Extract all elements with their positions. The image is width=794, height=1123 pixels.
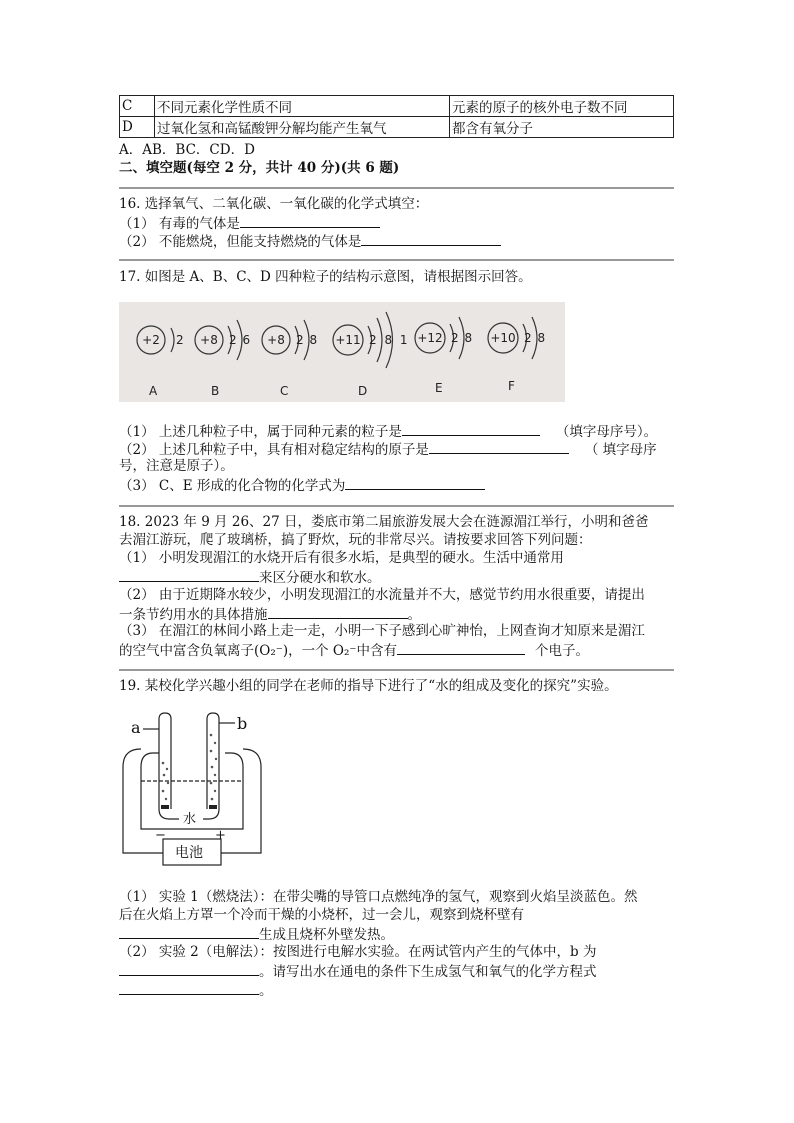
divider [119, 259, 674, 261]
q19-part1-end: 生成且烧杯外壁发热。 [259, 927, 394, 943]
q17-part3 [119, 475, 485, 495]
q19-part2-cont [119, 961, 597, 981]
section-title: 二、填空题(每空 2 分，共计 40 分)(共 6 题) [119, 160, 400, 176]
nucleus-charge: +8 [267, 333, 285, 347]
table-cell: 都含有氧分子 [450, 117, 674, 138]
table-cell: 元素的原子的核外电子数不同 [450, 96, 674, 117]
particle-label: B [211, 384, 220, 398]
divider [119, 505, 674, 507]
q18-part1-cont [119, 567, 381, 587]
choices-line: A．AB．BC．CD．D [119, 142, 255, 158]
q18-part2-cont [119, 604, 421, 624]
electron-counts: 2 8 1 [369, 333, 410, 347]
nucleus-charge: +2 [142, 333, 160, 347]
wire [221, 767, 261, 853]
wire [123, 749, 141, 767]
q18-part3: （3） 在湄江的林间小路上走一走，小明一下子感到心旷神怡，上网查询才知原来是湄江 [119, 623, 645, 639]
table-row [120, 117, 674, 138]
q19-part1-cont [119, 924, 394, 944]
electrolysis-apparatus-diagram [119, 705, 269, 870]
electron-counts: 2 8 [296, 333, 319, 347]
q17-part2 [119, 439, 657, 459]
battery-label: 电池 [175, 845, 203, 861]
table-cell: D [120, 117, 155, 138]
q18-line: 18. 2023 年 9 月 26、27 日，娄底市第二届旅游发展大会在涟源湄江举行，小明和爸爸 [119, 514, 649, 530]
q19-part2: （2） 实验 2（电解法）：按图进行电解水实验。在两试管内产生的气体中，b 为 [119, 944, 597, 960]
answer-blank[interactable] [119, 567, 259, 582]
q17-part3-text: （3） C、E 形成的化合物的化学式为 [119, 478, 346, 494]
q18-part2-end: 。 [407, 607, 421, 623]
answer-blank[interactable] [402, 421, 540, 436]
nucleus-charge: +12 [417, 331, 443, 345]
tube-label-a: a [131, 718, 141, 737]
electron-counts: 2 [176, 333, 184, 347]
q19-part2-end [119, 980, 273, 1000]
tube-label-b: b [237, 714, 248, 733]
q18-part2: （2） 由于近期降水较少，小明发现湄江的水流量并不大，感觉节约用水很重要，请提出 [119, 587, 645, 603]
electron-shell-arc [171, 328, 174, 352]
divider [119, 669, 674, 671]
wire [225, 753, 243, 767]
q18-part3-cont [119, 640, 589, 660]
answer-blank[interactable] [345, 475, 485, 490]
q16-stem: 16. 选择氧气、二氧化碳、一氧化碳的化学式填空： [119, 196, 429, 212]
q17-part1-hint: （填字母序号）。 [555, 424, 658, 440]
electrode-wire [203, 809, 219, 819]
positive-terminal: + [215, 828, 226, 843]
q16-part1 [119, 213, 380, 233]
q19-part1-cont: 后在火焰上方罩一个冷而干燥的小烧杯，过一会儿，观察到烧杯壁有 [119, 907, 524, 923]
answer-blank[interactable] [268, 604, 408, 619]
answer-blank[interactable] [429, 439, 569, 454]
wire [243, 749, 261, 767]
divider [119, 187, 674, 189]
q17-stem: 17. 如图是 A、B、C、D 四种粒子的结构示意图，请根据图示回答。 [119, 269, 532, 285]
electrolysis-svg [119, 705, 269, 870]
test-tube-a [159, 713, 171, 809]
answer-blank[interactable] [361, 231, 501, 246]
electrode [161, 805, 169, 809]
particle-label: F [508, 379, 515, 393]
q18-part2-text: 一条节约用水的具体措施 [119, 607, 268, 623]
q18-line: 去湄江游玩，爬了玻璃桥，搞了野炊，玩的非常尽兴。请按要求回答下列问题： [119, 532, 592, 548]
options-table [119, 95, 674, 138]
q16-part2 [119, 231, 501, 251]
q18-part1: （1） 小明发现湄江的水烧开后有很多水垢，是典型的硬水。生活中通常用 [119, 550, 564, 566]
particle-label: A [149, 384, 158, 398]
q19-part1: （1） 实验 1（燃烧法）：在带尖嘴的导管口点燃纯净的氢气，观察到火焰呈淡蓝色。然 [119, 889, 638, 905]
particle-label: D [358, 384, 368, 398]
answer-blank[interactable] [397, 640, 525, 655]
electron-counts: 2 8 [451, 331, 474, 345]
table-row [120, 96, 674, 117]
q17-part2-hint: （ 填字母序 [584, 442, 657, 458]
q19-part2-period: 。 [259, 983, 273, 999]
nucleus-charge: +11 [335, 333, 361, 347]
electron-counts: 2 6 [229, 333, 252, 347]
answer-blank[interactable] [119, 924, 259, 939]
negative-terminal: − [155, 828, 166, 843]
q16-part1-text: （1） 有毒的气体是 [119, 216, 240, 232]
q19-part2-text: 。请写出水在通电的条件下生成氢气和氧气的化学方程式 [259, 964, 597, 980]
particle-structure-diagram [119, 302, 565, 402]
q18-part1-end: 来区分硬水和软水。 [259, 570, 381, 586]
electrode [209, 805, 217, 809]
particle-label: E [435, 381, 443, 395]
answer-blank[interactable] [119, 961, 259, 976]
nucleus-charge: +8 [200, 333, 218, 347]
q18-part3-end: 个电子。 [535, 643, 590, 659]
q17-part2-text: （2） 上述几种粒子中，具有相对稳定结构的原子是 [119, 442, 429, 458]
q17-part1 [119, 421, 657, 441]
water-label: 水 [183, 812, 197, 827]
particle-label: C [280, 384, 289, 398]
table-cell: 过氧化氢和高锰酸钾分解均能产生氧气 [155, 117, 450, 138]
particle-diagram-svg [119, 302, 565, 402]
electrode-wire [159, 809, 179, 819]
q18-part3-text: 的空气中富含负氧离子(O₂⁻)，一个 O₂⁻中含有 [119, 643, 398, 659]
answer-blank[interactable] [119, 980, 259, 995]
table-cell: C [120, 96, 155, 117]
q16-part2-text: （2） 不能燃烧，但能支持燃烧的气体是 [119, 234, 362, 250]
electron-counts: 2 8 [524, 331, 547, 345]
test-tube-b [207, 713, 219, 809]
q17-part2-cont: 号，注意是原子）。 [119, 458, 234, 474]
answer-blank[interactable] [240, 213, 380, 228]
q19-stem: 19. 某校化学兴趣小组的同学在老师的指导下进行了“水的组成及变化的探究”实验。 [119, 678, 618, 694]
wire [141, 753, 159, 767]
q17-part1-text: （1） 上述几种粒子中，属于同种元素的粒子是 [119, 424, 402, 440]
nucleus-charge: +10 [490, 331, 516, 345]
table-cell: 不同元素化学性质不同 [155, 96, 450, 117]
